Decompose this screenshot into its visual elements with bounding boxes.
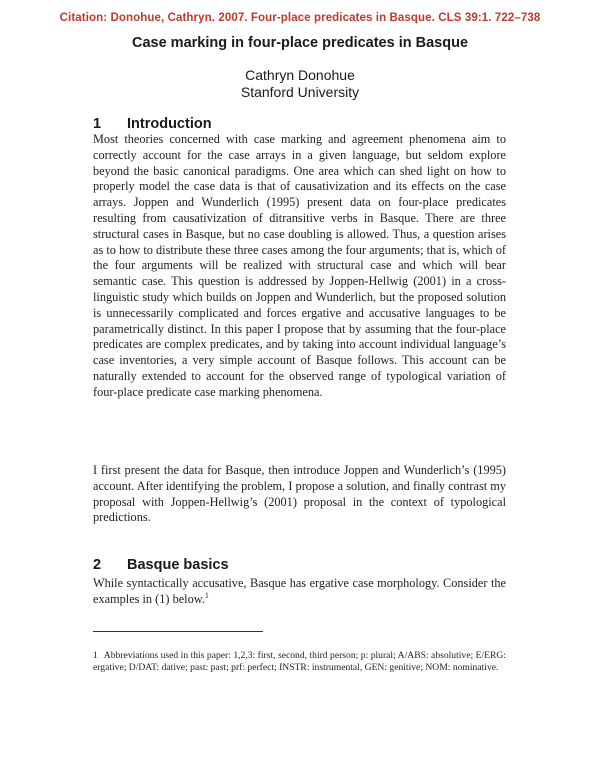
paragraph-text: While syntactically accusative, Basque has ergative case morphology. Consider the examples in (1) below. <box>93 576 506 606</box>
intro-paragraph-1: Most theories concerned with case marking and agreement phenomena aim to correctly account for the case arrays in a given language, but seldom explore beyond the basic canonical paradigms. One area which can shed light on how to properly model the case data is that of causativization and its effects on the case arrays. Joppen and Wunderlich (1995) present data on four-place predicates resulting from causativization of ditransitive verbs in Basque. There are three structural cases in Basque, but no case doubling is allowed. Thus, a question arises as to how to distribute these three cases among the four arguments; that is, which of the four arguments will be realized with structural case and which will bear semantic case. This question is addressed by Joppen-Hellwig (2001) in a cross-linguistic study which builds on Joppen and Wunderlich, but the proposed solution is unnecessarily complicated and forces ergative and accusative languages to be parametrically distinct. In this paper I propose that by assuming that the four-place predicates are complex predicates, and by taking into account individual language’s case inventories, a very simple account of Basque follows. This account can be naturally extended to account for the observed range of typological variation of four-place predicate case marking phenomena. <box>93 132 506 399</box>
author-name: Cathryn Donohue <box>245 67 355 83</box>
basque-paragraph-1 <box>93 576 506 608</box>
section-heading-introduction <box>93 116 212 132</box>
intro-paragraph-2: I first present the data for Basque, then introduce Joppen and Wunderlich’s (1995) account. After identifying the problem, I propose a solution, and finally contrast my proposal with Joppen-Hellwig’s (2001) proposal in the context of typological predictions. <box>93 463 506 525</box>
section-heading-basque-basics <box>93 557 229 573</box>
section-title: Introduction <box>127 116 212 132</box>
paper-title: Case marking in four-place predicates in Basque <box>131 35 469 51</box>
section-title: Basque basics <box>127 557 229 573</box>
footnote-text: Abbreviations used in this paper: 1,2,3: first, second, third person; p: plural; A/ABS: absolutive; E/ERG: ergative; D/DAT: dative; past: past; prf: perfect; INSTR: instrumental, GEN: genitive; NOM: nominative. <box>93 650 506 673</box>
section-number: 1 <box>93 116 102 132</box>
footnote-divider <box>93 631 263 632</box>
footnote-ref[interactable]: 1 <box>204 590 209 600</box>
footnote-number: 1 <box>93 650 98 661</box>
citation-line: Citation: Donohue, Cathryn. 2007. Four-place predicates in Basque. CLS 39:1. 722–738 <box>59 12 541 24</box>
section-number: 2 <box>93 557 102 573</box>
author-block <box>0 67 600 101</box>
footnote <box>93 650 506 674</box>
author-affiliation: Stanford University <box>240 84 360 100</box>
